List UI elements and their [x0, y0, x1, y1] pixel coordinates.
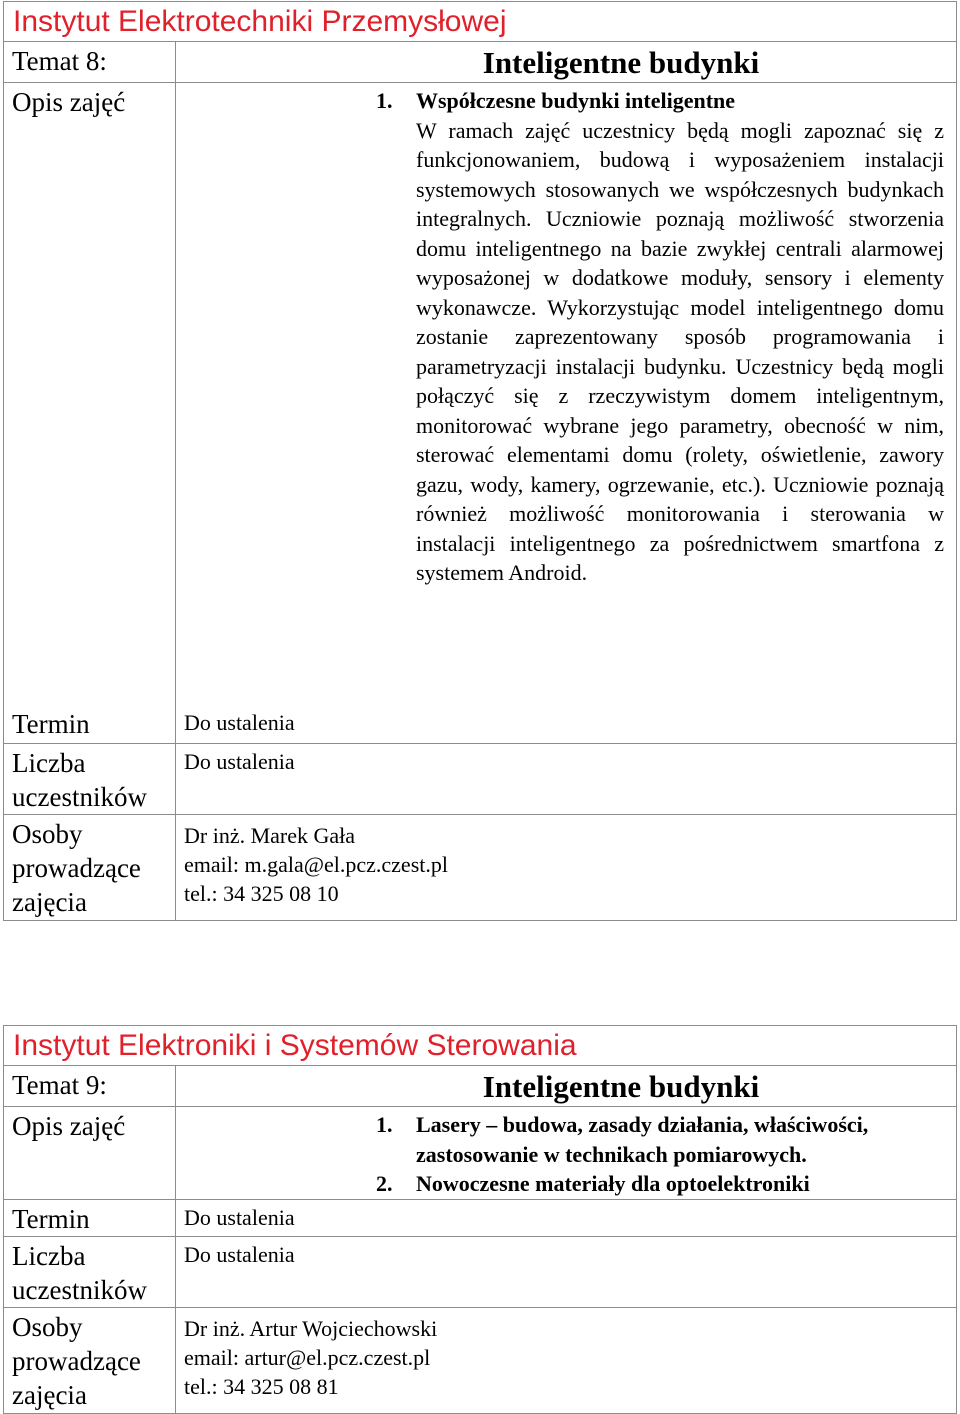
item-text-line1: Nowoczesne materiały dla optoelektroniki [416, 1171, 810, 1196]
count-value: Do ustalenia [176, 744, 957, 815]
course-table-1 [3, 1, 957, 921]
topic-label: Temat 9: [4, 1066, 176, 1107]
topic-label: Temat 8: [4, 42, 176, 83]
person-phone: tel.: 34 325 08 81 [184, 1373, 339, 1399]
list-item [176, 1169, 956, 1199]
term-label: Termin [4, 705, 176, 744]
person-phone: tel.: 34 325 08 10 [184, 881, 339, 906]
count-label-line2: uczestników [12, 782, 147, 812]
count-value: Do ustalenia [176, 1236, 957, 1307]
persons-value [176, 1307, 957, 1413]
topic-title: Inteligentne budynki [176, 1066, 957, 1107]
list-item [176, 1110, 956, 1169]
item-description: W ramach zajęć uczestnicy będą mogli zapoznać się z funkcjonowaniem, budową i wyposażeniem instalacji systemowych stosowanych we współczesnych budynkach integralnych. Uczniowie poznają możliwość stworzenia domu inteligentnego na bazie zwykłej centrali alarmowej wyposażonej w dodatkowe moduły, sensory i elementy wykonawcze. Wykorzystując model inteligentnego domu zostanie zaprezentowany sposób programowania i parametryzacji instalacji budynku. Uczestnicy będą mogli połączyć się z rzeczywistym domem inteligentnym, monitorować wybrane jego parametry, obecność w nim, sterować elementami domu (rolety, oświetlenie, zawory gazu, wody, kamery, ogrzewanie, etc.). Uczniowie poznają również możliwość monitorowania i sterowania w instalacji inteligentnego za pośrednictwem smartfona z systemem Android. [416, 117, 945, 585]
item-number: 1. [376, 1112, 393, 1137]
person-name: Dr inż. Artur Wojciechowski [184, 1315, 438, 1341]
item-number: 2. [376, 1171, 393, 1196]
item-text-line1: Lasery – budowa, zasady działania, właściwości, [416, 1112, 869, 1137]
description-label: Opis zajęć [4, 1107, 176, 1200]
description-label: Opis zajęć [4, 83, 176, 706]
person-email[interactable]: email: m.gala@el.pcz.czest.pl [184, 852, 448, 877]
person-email[interactable]: email: artur@el.pcz.czest.pl [184, 1344, 431, 1370]
persons-value [176, 815, 957, 921]
item-text-line2: zastosowanie w technikach pomiarowych. [416, 1141, 807, 1167]
persons-label-line1: Osoby [12, 1311, 83, 1342]
item-number: 1. [376, 88, 393, 113]
persons-label-line3: zajęcia [12, 1379, 87, 1410]
section-temat-8 [3, 1, 956, 921]
topic-title: Inteligentne budynki [176, 42, 957, 83]
count-label-line1: Liczba [12, 1240, 86, 1271]
institute-title: Instytut Elektroniki i Systemów Sterowania [4, 1026, 957, 1066]
section-temat-9 [3, 1025, 956, 1414]
count-label [4, 744, 176, 815]
institute-title: Instytut Elektrotechniki Przemysłowej [4, 2, 957, 42]
item-title: Współczesne budynki inteligentne [416, 88, 736, 113]
count-label-line2: uczestników [12, 1274, 147, 1305]
person-name: Dr inż. Marek Gała [184, 823, 356, 848]
persons-label-line3: zajęcia [12, 887, 87, 917]
count-label [4, 1236, 176, 1307]
description-cell [176, 83, 957, 706]
term-value: Do ustalenia [176, 705, 957, 744]
description-cell [176, 1107, 957, 1200]
persons-label-line1: Osoby [12, 819, 83, 849]
persons-label [4, 815, 176, 921]
term-label: Termin [4, 1199, 176, 1236]
term-value: Do ustalenia [176, 1199, 957, 1236]
persons-label-line2: prowadzące [12, 1345, 141, 1376]
count-label-line1: Liczba [12, 748, 86, 778]
course-table-2 [3, 1025, 957, 1414]
persons-label [4, 1307, 176, 1413]
persons-label-line2: prowadzące [12, 853, 141, 883]
